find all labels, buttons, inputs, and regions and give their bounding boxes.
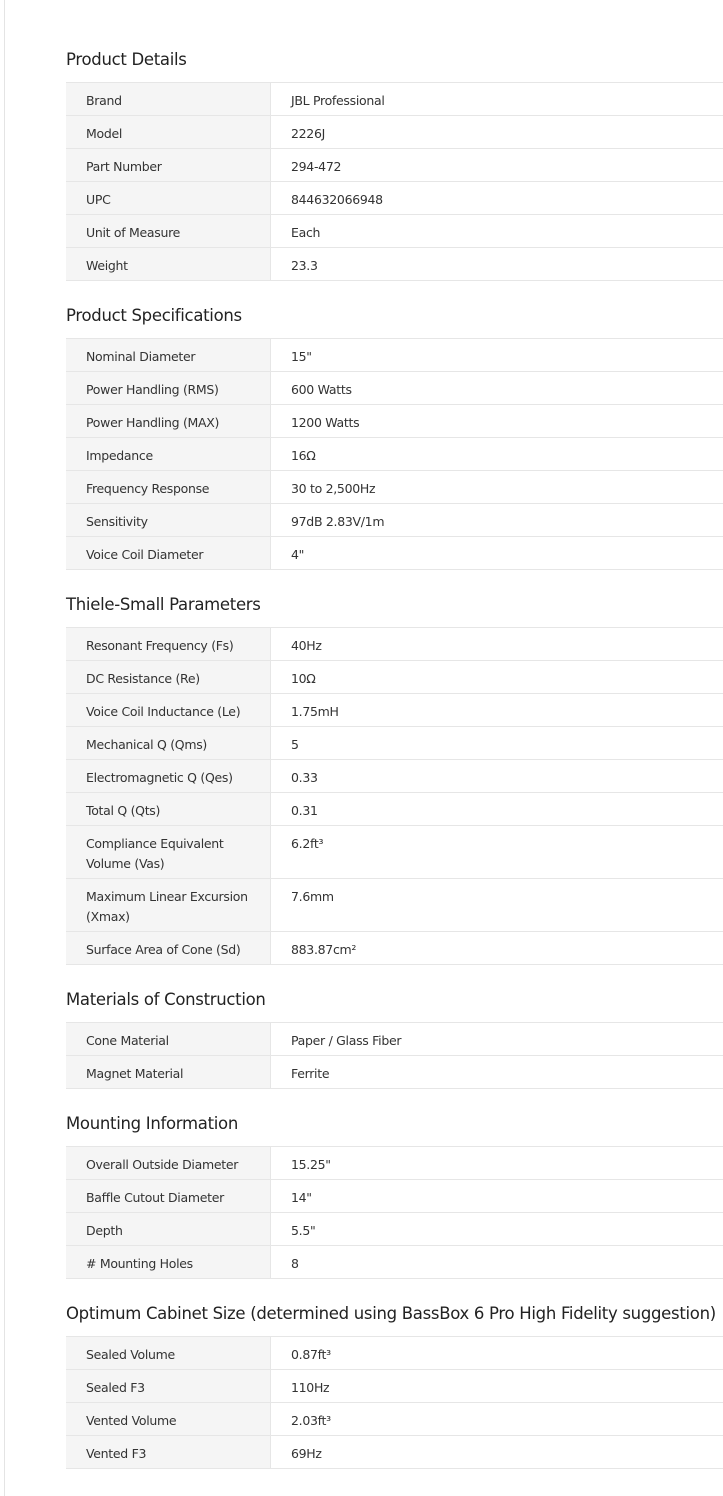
spec-value: 844632066948 [271, 182, 723, 214]
spec-row-sd [66, 932, 723, 965]
spec-label: Voice Coil Diameter [66, 537, 271, 569]
spec-value: 10Ω [271, 661, 723, 693]
spec-row-xmax [66, 879, 723, 932]
spec-label: Magnet Material [66, 1056, 271, 1088]
spec-label: Weight [66, 248, 271, 280]
spec-row-magnet-material [66, 1056, 723, 1089]
section-title: Materials of Construction [66, 990, 266, 1009]
spec-label: Vented F3 [66, 1436, 271, 1468]
spec-row-cone-material [66, 1023, 723, 1056]
spec-row-voice-coil-diameter [66, 537, 723, 570]
spec-value: Ferrite [271, 1056, 723, 1088]
spec-label: Model [66, 116, 271, 148]
spec-label: Sensitivity [66, 504, 271, 536]
spec-table [66, 1022, 723, 1089]
section-thiele-small-parameters [66, 588, 723, 965]
spec-row-brand [66, 83, 723, 116]
spec-value: 6.2ft³ [271, 826, 723, 878]
spec-row-power-rms [66, 372, 723, 405]
section-product-details [66, 43, 723, 281]
spec-label: Cone Material [66, 1023, 271, 1055]
spec-row-fs [66, 628, 723, 661]
spec-row-qes [66, 760, 723, 793]
spec-table [66, 82, 723, 281]
spec-value: JBL Professional [271, 83, 723, 115]
spec-value: 23.3 [271, 248, 723, 280]
spec-label: Maximum Linear Excursion (Xmax) [66, 879, 271, 931]
spec-value: 69Hz [271, 1436, 723, 1468]
section-product-specifications [66, 299, 723, 570]
spec-label: # Mounting Holes [66, 1246, 271, 1278]
spec-value: 0.87ft³ [271, 1337, 723, 1369]
spec-table [66, 1336, 723, 1469]
spec-value: 30 to 2,500Hz [271, 471, 723, 503]
section-title: Product Details [66, 50, 187, 69]
spec-value: 5 [271, 727, 723, 759]
spec-row-part-number [66, 149, 723, 182]
spec-row-vented-f3 [66, 1436, 723, 1469]
spec-label: Compliance Equivalent Volume (Vas) [66, 826, 271, 878]
spec-value: 7.6mm [271, 879, 723, 931]
spec-value: 883.87cm² [271, 932, 723, 964]
section-materials-of-construction [66, 983, 723, 1089]
spec-label: UPC [66, 182, 271, 214]
spec-label: Mechanical Q (Qms) [66, 727, 271, 759]
spec-row-re [66, 661, 723, 694]
spec-label: Part Number [66, 149, 271, 181]
spec-table [66, 627, 723, 965]
spec-label: Impedance [66, 438, 271, 470]
spec-value: 4" [271, 537, 723, 569]
spec-label: Baffle Cutout Diameter [66, 1180, 271, 1212]
spec-row-outside-diameter [66, 1147, 723, 1180]
spec-row-weight [66, 248, 723, 281]
spec-value: 15" [271, 339, 723, 371]
spec-label: Surface Area of Cone (Sd) [66, 932, 271, 964]
spec-row-model [66, 116, 723, 149]
spec-label: Sealed F3 [66, 1370, 271, 1402]
page [4, 0, 723, 1496]
spec-row-power-max [66, 405, 723, 438]
spec-value: 5.5" [271, 1213, 723, 1245]
spec-table [66, 1146, 723, 1279]
spec-label: Vented Volume [66, 1403, 271, 1435]
spec-label: Depth [66, 1213, 271, 1245]
spec-row-frequency-response [66, 471, 723, 504]
spec-row-qts [66, 793, 723, 826]
spec-value: 294-472 [271, 149, 723, 181]
section-title: Product Specifications [66, 306, 242, 325]
section-mounting-information [66, 1107, 723, 1279]
spec-row-baffle-cutout [66, 1180, 723, 1213]
spec-value: 1.75mH [271, 694, 723, 726]
spec-row-sealed-f3 [66, 1370, 723, 1403]
spec-label: Electromagnetic Q (Qes) [66, 760, 271, 792]
spec-row-sealed-volume [66, 1337, 723, 1370]
spec-value: Paper / Glass Fiber [271, 1023, 723, 1055]
spec-row-nominal-diameter [66, 339, 723, 372]
spec-value: 600 Watts [271, 372, 723, 404]
spec-table [66, 338, 723, 570]
spec-value: 97dB 2.83V/1m [271, 504, 723, 536]
spec-row-vas [66, 826, 723, 879]
spec-label: Brand [66, 83, 271, 115]
spec-label: Overall Outside Diameter [66, 1147, 271, 1179]
spec-value: 16Ω [271, 438, 723, 470]
spec-row-upc [66, 182, 723, 215]
spec-value: 0.33 [271, 760, 723, 792]
spec-label: Resonant Frequency (Fs) [66, 628, 271, 660]
spec-label: Unit of Measure [66, 215, 271, 247]
spec-row-sensitivity [66, 504, 723, 537]
spec-value: 1200 Watts [271, 405, 723, 437]
spec-label: Power Handling (MAX) [66, 405, 271, 437]
spec-row-depth [66, 1213, 723, 1246]
spec-label: Total Q (Qts) [66, 793, 271, 825]
spec-value: 2.03ft³ [271, 1403, 723, 1435]
spec-row-impedance [66, 438, 723, 471]
spec-label: Nominal Diameter [66, 339, 271, 371]
spec-value: 2226J [271, 116, 723, 148]
spec-value: 14" [271, 1180, 723, 1212]
spec-label: Power Handling (RMS) [66, 372, 271, 404]
spec-row-unit-of-measure [66, 215, 723, 248]
spec-value: 40Hz [271, 628, 723, 660]
spec-row-vented-volume [66, 1403, 723, 1436]
spec-value: 110Hz [271, 1370, 723, 1402]
section-title: Mounting Information [66, 1114, 238, 1133]
spec-value: 8 [271, 1246, 723, 1278]
spec-row-mounting-holes [66, 1246, 723, 1279]
spec-label: DC Resistance (Re) [66, 661, 271, 693]
spec-label: Frequency Response [66, 471, 271, 503]
spec-label: Sealed Volume [66, 1337, 271, 1369]
spec-value: 15.25" [271, 1147, 723, 1179]
spec-label: Voice Coil Inductance (Le) [66, 694, 271, 726]
section-title: Optimum Cabinet Size (determined using BassBox 6 Pro High Fidelity suggestion) [66, 1304, 716, 1323]
spec-value: Each [271, 215, 723, 247]
spec-row-qms [66, 727, 723, 760]
section-title: Thiele-Small Parameters [66, 595, 261, 614]
spec-value: 0.31 [271, 793, 723, 825]
spec-row-le [66, 694, 723, 727]
section-optimum-cabinet-size [66, 1297, 723, 1469]
